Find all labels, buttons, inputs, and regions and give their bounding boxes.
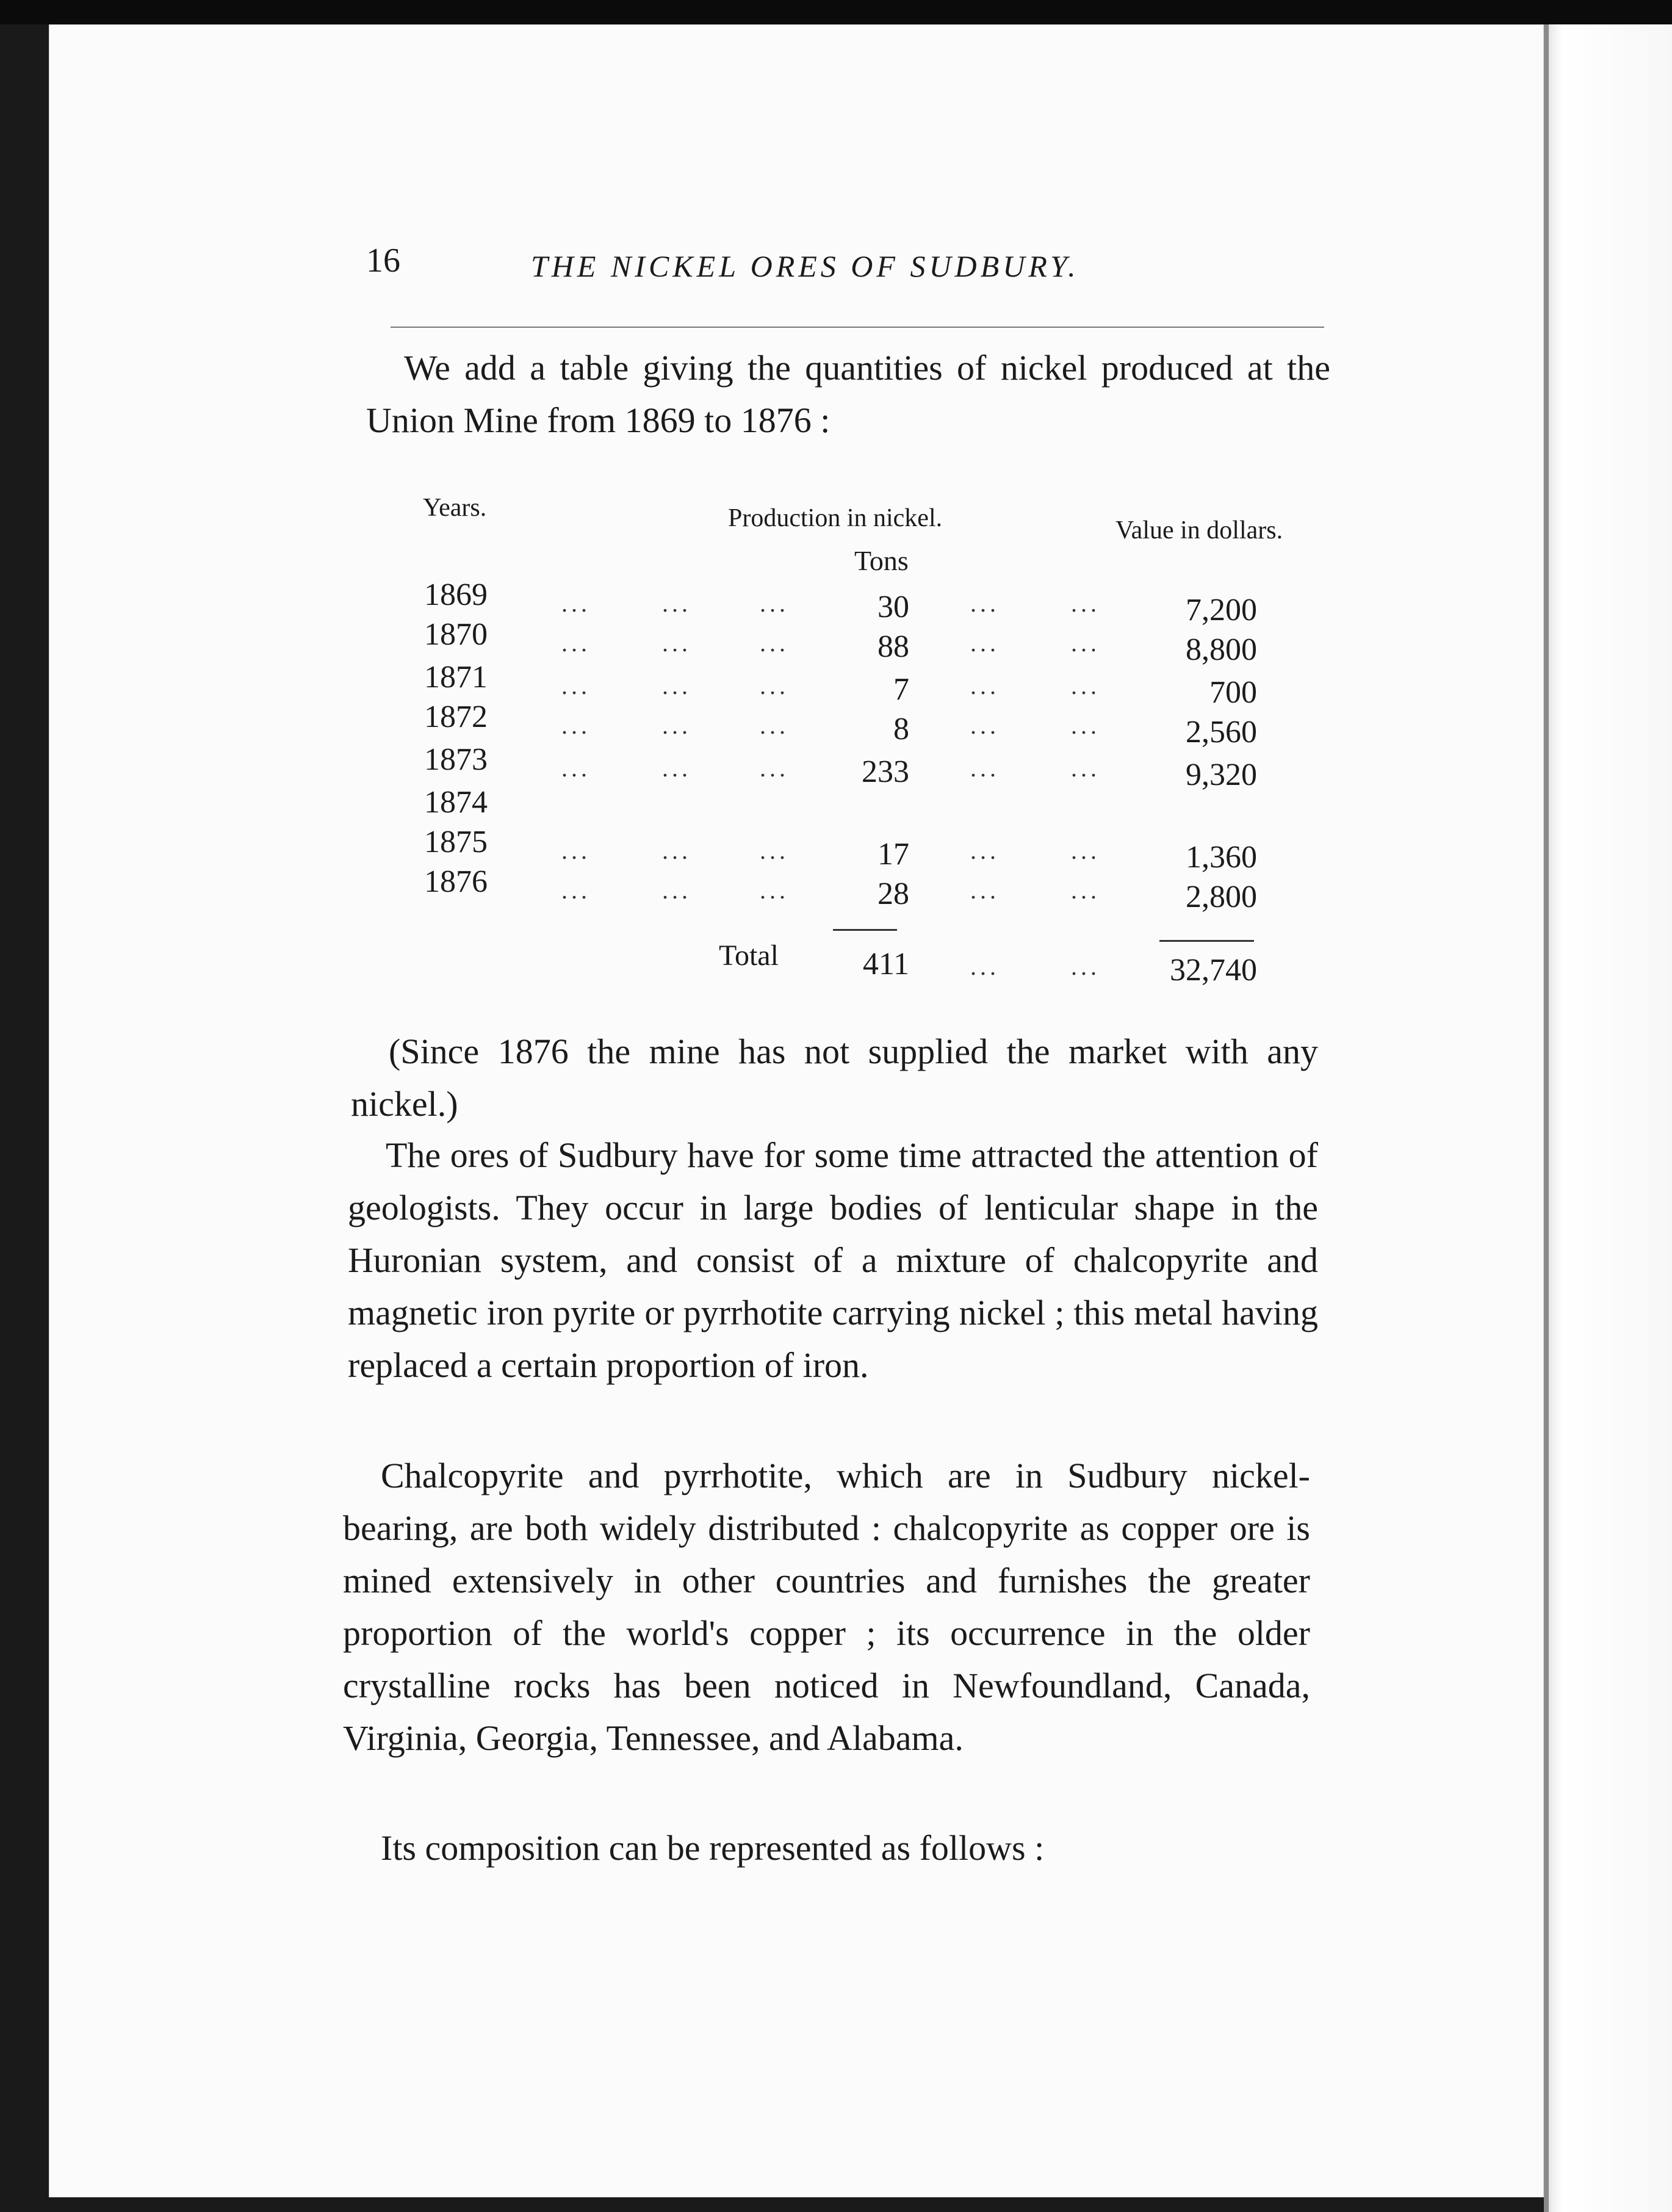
leader-dots: ... [970,754,1000,782]
table-row-value: 7,200 [1186,593,1257,627]
table-row-value: 8,800 [1186,632,1257,667]
leader-dots: ... [1071,837,1100,864]
leader-dots: ... [561,672,591,699]
leader-dots: ... [1071,876,1100,904]
scan-border [0,0,1672,24]
leader-dots: ... [662,712,691,739]
paragraph-ores-of-sudbury: The ores of Sudbury have for some time attracted the attention of geologists. They occur in large bodies of lenticular shape in the Huronian system, and consist of a mixture of chalcopyrite and magnetic iron pyrite or pyrrhotite carrying nickel ; this metal having replaced a certain proportion of iron. [348,1135,1318,1385]
leader-dots: ... [662,590,691,617]
leader-dots: ... [561,754,591,782]
leader-dots: ... [760,754,789,782]
table-row-year: 1870 [424,617,488,652]
leader-dots: ... [561,629,591,657]
leader-dots: ... [561,837,591,864]
table-row-tons: 233 [862,754,909,789]
paragraph-since-1876: (Since 1876 the mine has not supplied the market with any nickel.) [351,1032,1318,1124]
value-sum-rule [1159,940,1254,942]
leader-dots: ... [1071,629,1100,657]
table-row-year: 1876 [424,864,488,899]
paragraph-chalcopyrite: Chalcopyrite and pyrrhotite, which are in Sudbury nickel-bearing, are both widely distributed : chalcopyrite as copper ore is mined extensively in other countries and furnishes the greater proportion of the world's copper ; its occurrence in the older crystalline rocks has been noticed in Newfoundland, Canada, Virginia, Georgia, Tennessee, and Alabama. [343,1456,1310,1758]
years-header: Years. [423,494,487,522]
table-row-year: 1871 [424,660,488,695]
leader-dots: ... [1071,590,1100,617]
leader-dots: ... [970,629,1000,657]
total-tons: 411 [862,947,909,981]
running-header [366,241,1330,296]
table-row-year: 1872 [424,699,488,734]
leader-dots: ... [1071,953,1100,980]
paragraph-composition: Its composition can be represented as follows : [381,1828,1045,1868]
leader-dots: ... [1071,712,1100,739]
table-row-value: 700 [1209,675,1257,710]
leader-dots: ... [970,953,1000,980]
leader-dots: ... [970,590,1000,617]
leader-dots: ... [662,754,691,782]
intro-paragraph: We add a table giving the quantities of nickel produced at the Union Mine from 1869 to 1876 : [366,348,1330,440]
leader-dots: ... [662,876,691,904]
table-row-year: 1875 [424,825,488,859]
page-number: 16 [366,242,400,280]
header-rule [391,327,1324,328]
table-row-year: 1873 [424,742,488,777]
units-header: Tons [854,545,909,576]
table-row-tons: 28 [877,876,909,911]
page-edge [1544,24,1672,2212]
leader-dots: ... [662,837,691,864]
leader-dots: ... [970,672,1000,699]
leader-dots: ... [662,672,691,699]
tons-sum-rule [833,929,897,931]
value-header: Value in dollars. [1115,516,1283,544]
table-row-tons: 8 [893,712,909,746]
leader-dots: ... [1071,672,1100,699]
table-row-value: 9,320 [1186,757,1257,792]
total-value: 32,740 [1170,953,1257,988]
table-row-value: 2,800 [1186,880,1257,914]
table-row-tons: 17 [877,837,909,872]
table-row-value: 2,560 [1186,715,1257,750]
table-row-value: 1,360 [1186,840,1257,875]
total-label: Total [719,939,779,972]
table-row-year: 1874 [424,785,488,820]
table-row-tons: 7 [893,672,909,707]
leader-dots: ... [561,876,591,904]
running-title: THE NICKEL ORES OF SUDBURY. [531,249,1079,283]
table-row-tons: 30 [877,590,909,624]
leader-dots: ... [970,876,1000,904]
leader-dots: ... [760,837,789,864]
leader-dots: ... [1071,754,1100,782]
leader-dots: ... [662,629,691,657]
leader-dots: ... [970,712,1000,739]
table-row-tons: 88 [877,629,909,664]
leader-dots: ... [760,672,789,699]
leader-dots: ... [561,712,591,739]
leader-dots: ... [970,837,1000,864]
table-row-year: 1869 [424,577,488,612]
production-header: Production in nickel. [728,504,943,532]
leader-dots: ... [760,876,789,904]
leader-dots: ... [760,629,789,657]
leader-dots: ... [760,590,789,617]
leader-dots: ... [760,712,789,739]
leader-dots: ... [561,590,591,617]
